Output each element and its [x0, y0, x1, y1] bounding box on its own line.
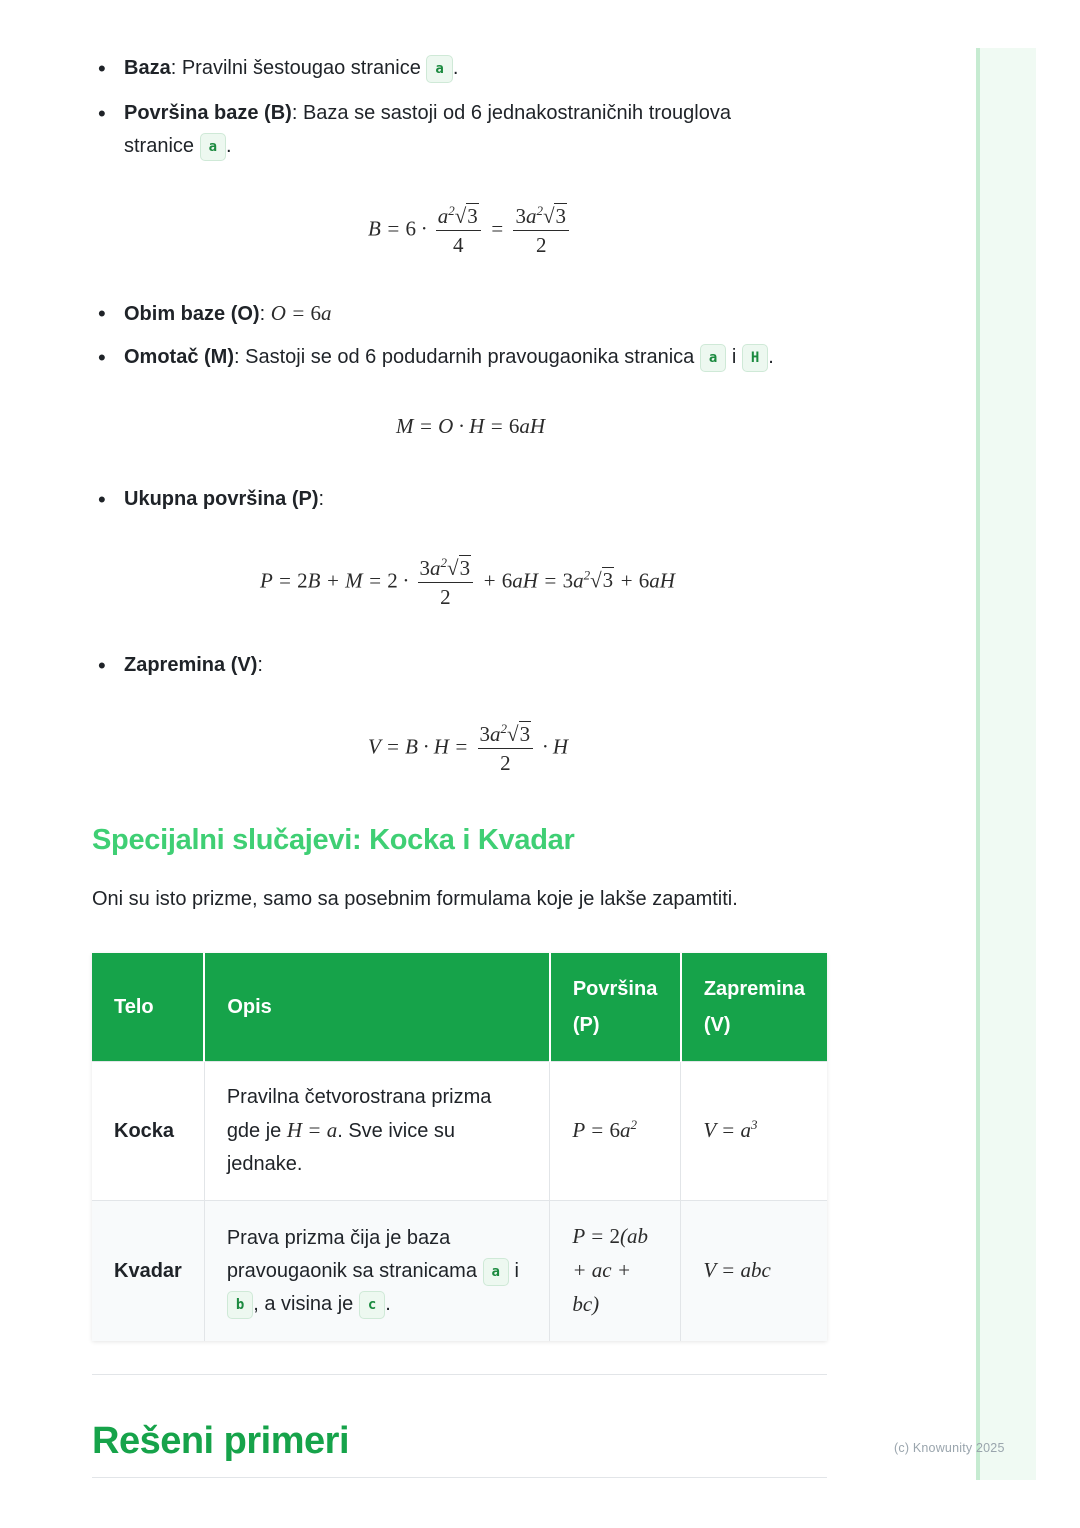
- formula-base-area: B = 6 · $\frac{a^2√3}{4}$ = $\frac{3a^2√3}{2}$: [368, 202, 573, 259]
- cell-kocka-povrsina: [550, 1062, 681, 1201]
- bullet-baza: • Baza: Pravilni šestougao stranice a .: [124, 52, 824, 85]
- cell-kocka-zapremina: [681, 1062, 827, 1201]
- code-a: a: [483, 1258, 509, 1286]
- section-intro: Oni su isto prizme, samo sa posebnim formulama koje je lakše zapamtiti.: [92, 888, 738, 910]
- header-povrsina: Površina (P): [550, 953, 681, 1062]
- table-header-row: [92, 953, 827, 1062]
- table-row: [92, 1201, 827, 1342]
- heading-underline: [92, 1477, 827, 1478]
- section-divider: [92, 1374, 827, 1375]
- comparison-table: [92, 953, 827, 1341]
- formula-volume: V = B · H = $\frac{3a^2√3}{2}$ · H: [368, 721, 568, 775]
- formula-h-equals-a: H = a: [286, 1118, 338, 1142]
- cell-kocka-name: Kocka: [92, 1062, 204, 1201]
- formula-cube-volume: $V = a^3$: [703, 1117, 758, 1142]
- side-panel: [976, 48, 1036, 1480]
- bullet-obim: • Obim baze (O): O = 6a: [124, 297, 824, 331]
- code-c: c: [359, 1291, 385, 1319]
- code-b: b: [227, 1291, 253, 1319]
- formula-cuboid-volume: V = abc: [703, 1258, 771, 1282]
- term-zapremina: Zapremina (V): [124, 654, 258, 676]
- cell-kocka-desc: Pravilna četvorostrana prizma gde je H = a. Sve ivice su jednake.: [204, 1062, 550, 1201]
- bullet-zapremina: • Zapremina (V):: [124, 649, 824, 682]
- code-a: a: [700, 344, 726, 372]
- formula-cuboid-area: P = 2(ab + ac + bc): [572, 1224, 648, 1316]
- code-a: a: [200, 133, 226, 161]
- table-row: [92, 1062, 827, 1201]
- cell-kvadar-name: Kvadar: [92, 1201, 204, 1342]
- formula-total-area: P = 2B + M = 2 · $\frac{3a^2√3}{2}$ + $6aH = 3a^2√3 + 6aH$: [260, 555, 675, 609]
- bullet-povrsina-baze: • Površina baze (B): Baza se sastoji od 6 jednakostraničnih trouglova stranice a .: [124, 97, 784, 163]
- term-omotac: Omotač (M): [124, 346, 234, 368]
- formula-perimeter: O = 6a: [270, 301, 332, 325]
- cell-kvadar-povrsina: [550, 1201, 681, 1342]
- header-opis: Opis: [204, 953, 550, 1062]
- section-heading: Specijalni slučajevi: Kocka i Kvadar: [92, 824, 575, 856]
- bullet-ukupna-povrsina: • Ukupna površina (P):: [124, 483, 824, 516]
- term-povrsina-baze: Površina baze (B): [124, 102, 292, 124]
- code-a: a: [426, 55, 452, 83]
- term-baza: Baza: [124, 57, 171, 79]
- formula-cube-area: $P = 6a^2$: [572, 1117, 637, 1142]
- formula-lateral-area: M = O · H = 6aH: [396, 414, 546, 438]
- next-section-heading: Rešeni primeri: [92, 1420, 349, 1462]
- text-baza: : Pravilni šestougao stranice: [170, 57, 427, 79]
- term-obim: Obim baze (O): [124, 303, 260, 325]
- header-zapremina: Zapremina (V): [681, 953, 827, 1062]
- bullet-omotac: • Omotač (M): Sastoji se od 6 podudarnih pravougaonika stranica a i H .: [124, 341, 844, 374]
- text-omotac: : Sastoji se od 6 podudarnih pravougaonika stranica: [234, 346, 700, 368]
- cell-kvadar-desc: Prava prizma čija je baza pravougaonik sa stranicama a i b , a visina je c .: [204, 1201, 550, 1342]
- code-h: H: [742, 344, 768, 372]
- term-ukupna-povrsina: Ukupna površina (P): [124, 488, 319, 510]
- cell-kvadar-zapremina: [681, 1201, 827, 1342]
- text-povrsina-baze: : Baza se sastoji od 6 jednakostraničnih trouglova stranice: [124, 102, 731, 157]
- watermark: (c) Knowunity 2025: [894, 1441, 1005, 1455]
- header-telo: Telo: [92, 953, 204, 1062]
